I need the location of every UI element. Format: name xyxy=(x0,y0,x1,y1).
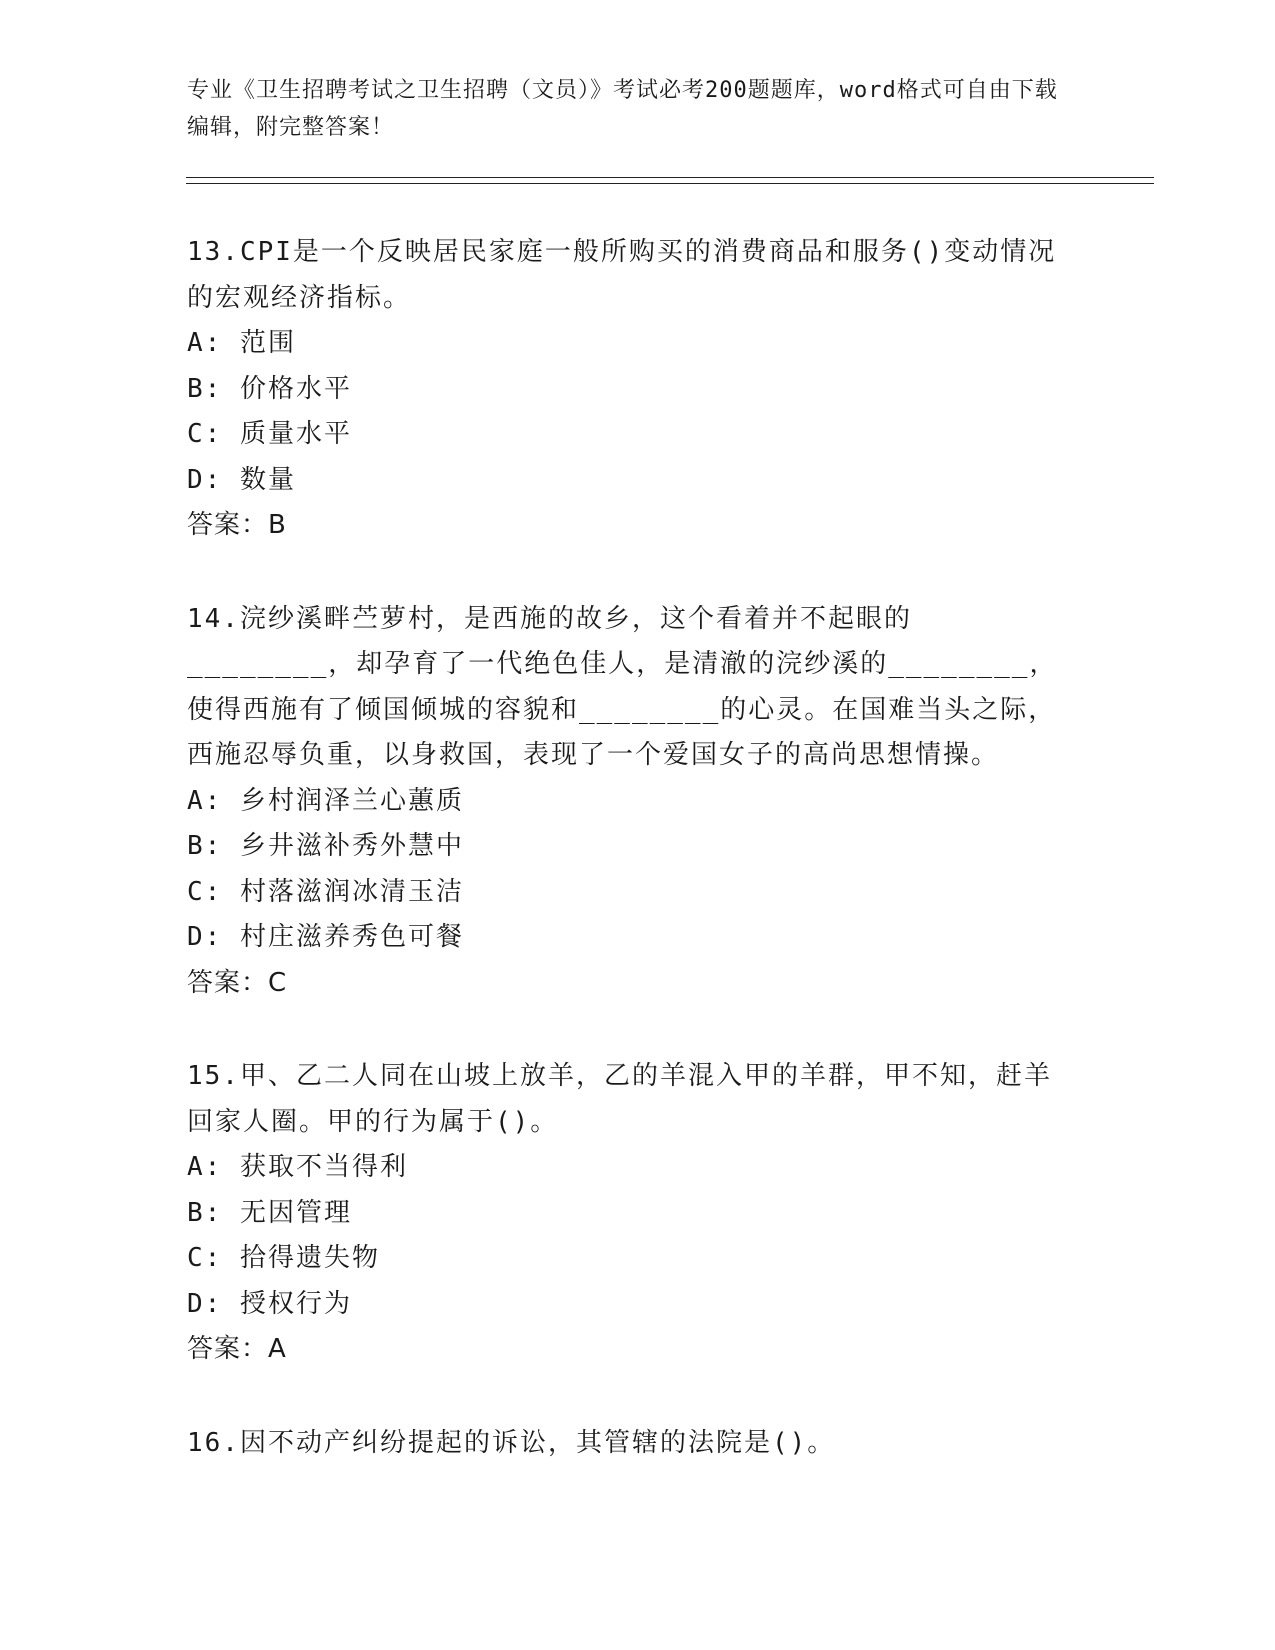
question-13 xyxy=(187,230,1067,549)
question-14 xyxy=(187,597,1067,1007)
option-b: B: 价格水平 xyxy=(187,373,352,404)
option-c: C: 质量水平 xyxy=(187,419,352,449)
answer: 答案：C xyxy=(187,967,288,998)
question-stem: 13.CPI是一个反映居民家庭一般所购买的消费商品和服务()变动情况的宏观经济指标。 xyxy=(187,237,1057,313)
document-header: 专业《卫生招聘考试之卫生招聘（文员）》考试必考200题题库，word格式可自由下载编辑，附完整答案！ xyxy=(187,78,1058,140)
header-divider xyxy=(186,177,1154,184)
question-stem: 16.因不动产纠纷提起的诉讼，其管辖的法院是()。 xyxy=(187,1427,836,1458)
option-c: C: 拾得遗失物 xyxy=(187,1243,380,1273)
option-a: A: 乡村润泽兰心蕙质 xyxy=(187,785,464,816)
answer: 答案：A xyxy=(187,1334,287,1364)
option-c: C: 村落滋润冰清玉洁 xyxy=(187,876,464,907)
option-d: D: 村庄滋养秀色可餐 xyxy=(187,922,464,952)
option-b: B: 乡井滋补秀外慧中 xyxy=(187,831,464,861)
question-16 xyxy=(187,1421,1067,1467)
question-stem: 15.甲、乙二人同在山坡上放羊，乙的羊混入甲的羊群，甲不知，赶羊回家人圈。甲的行为属于()。 xyxy=(187,1061,1052,1137)
question-15 xyxy=(187,1054,1067,1373)
option-a: A: 范围 xyxy=(187,328,296,358)
option-d: D: 授权行为 xyxy=(187,1288,352,1319)
answer: 答案：B xyxy=(187,510,287,540)
option-a: A: 获取不当得利 xyxy=(187,1152,408,1182)
question-list xyxy=(187,230,1067,1514)
question-stem: 14.浣纱溪畔苎萝村，是西施的故乡，这个看着并不起眼的________，却孕育了一代绝色佳人，是清澈的浣纱溪的________，使得西施有了倾国倾城的容貌和________的心灵。在国难当头之际，西施忍辱负重，以身救国，表现了一个爱国女子的高尚思想情操。 xyxy=(187,603,1058,770)
option-b: B: 无因管理 xyxy=(187,1197,352,1228)
option-d: D: 数量 xyxy=(187,464,296,495)
